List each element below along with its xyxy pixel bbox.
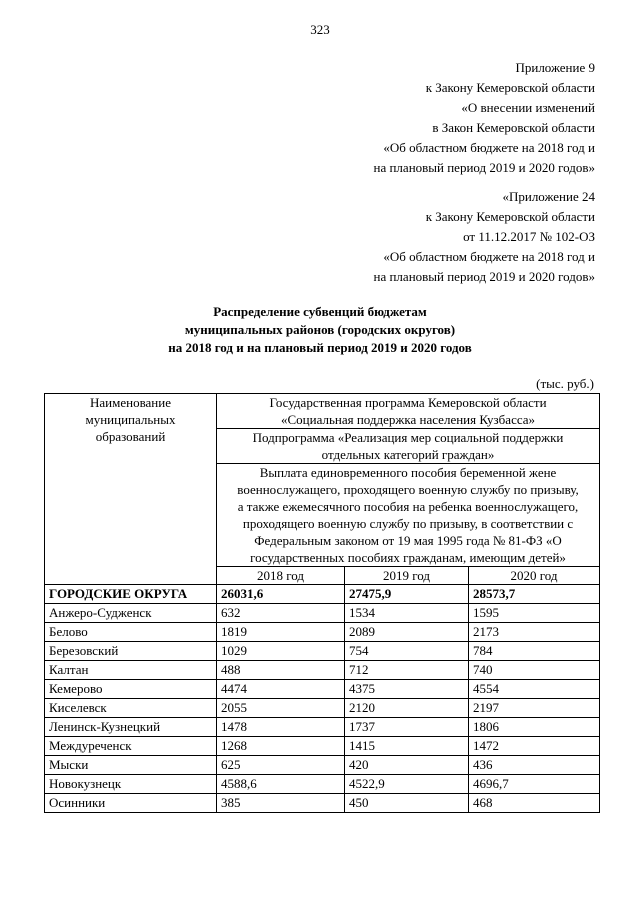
appendix-line: «Приложение 24 <box>502 189 595 204</box>
header-line: Федеральным законом от 19 мая 1995 года № 81-ФЗ «О <box>254 533 562 548</box>
value-2020: 1595 <box>469 604 600 623</box>
document-title <box>0 303 640 357</box>
value-2019: 2120 <box>345 699 469 718</box>
value-2019: 1737 <box>345 718 469 737</box>
title-line: на 2018 год и на плановый период 2019 и 2020 годов <box>168 340 472 355</box>
municipality-name: Анжеро-Судженск <box>45 604 217 623</box>
municipality-name: Белово <box>45 623 217 642</box>
value-2018: 4588,6 <box>217 775 345 794</box>
table-row <box>45 680 600 699</box>
value-2018: 1029 <box>217 642 345 661</box>
title-line: Распределение субвенций бюджетам <box>213 304 427 319</box>
program-header <box>217 394 600 429</box>
header-line: государственных пособиях гражданам, имеющим детей» <box>250 550 566 565</box>
value-2018: 632 <box>217 604 345 623</box>
municipality-name: Киселевск <box>45 699 217 718</box>
page-number: 323 <box>310 22 330 37</box>
value-2018: 488 <box>217 661 345 680</box>
value-2018: 1268 <box>217 737 345 756</box>
header-line: Подпрограмма «Реализация мер социальной поддержки <box>252 430 564 445</box>
header-line: проходящего военную службу по призыву, в соответствии с <box>242 516 574 531</box>
subprogram-header <box>217 429 600 464</box>
value-2020: 740 <box>469 661 600 680</box>
value-2020: 1806 <box>469 718 600 737</box>
value-2018: 26031,6 <box>217 585 345 604</box>
value-2019: 4375 <box>345 680 469 699</box>
table-row <box>45 718 600 737</box>
value-2020: 1472 <box>469 737 600 756</box>
value-2019: 1534 <box>345 604 469 623</box>
value-2020: 2173 <box>469 623 600 642</box>
table-row <box>45 699 600 718</box>
header-line: образований <box>95 429 166 444</box>
header-line: Государственная программа Кемеровской области <box>269 395 547 410</box>
appendix-line: «О внесении изменений <box>461 100 595 115</box>
table-row <box>45 642 600 661</box>
appendix-9-header <box>374 58 596 178</box>
municipality-name: Осинники <box>45 794 217 813</box>
value-2020: 4554 <box>469 680 600 699</box>
municipality-name: Березовский <box>45 642 217 661</box>
value-2018: 2055 <box>217 699 345 718</box>
municipality-name: ГОРОДСКИЕ ОКРУГА <box>45 585 217 604</box>
appendix-line: «Об областном бюджете на 2018 год и <box>383 249 595 264</box>
appendix-24-header <box>374 187 596 287</box>
header-line: муниципальных <box>85 412 176 427</box>
value-2020: 468 <box>469 794 600 813</box>
municipality-name: Мыски <box>45 756 217 775</box>
title-line: муниципальных районов (городских округов) <box>184 322 456 337</box>
column-header-2018: 2018 год <box>217 567 345 585</box>
municipality-name: Калтан <box>45 661 217 680</box>
appendix-line: к Закону Кемеровской области <box>425 80 595 95</box>
value-2019: 4522,9 <box>345 775 469 794</box>
table-row <box>45 737 600 756</box>
appendix-line: на плановый период 2019 и 2020 годов» <box>373 269 595 284</box>
appendix-line: в Закон Кемеровской области <box>432 120 595 135</box>
value-2020: 2197 <box>469 699 600 718</box>
table-row <box>45 794 600 813</box>
column-header-2020: 2020 год <box>469 567 600 585</box>
column-header-municipality <box>45 394 217 585</box>
table-row <box>45 623 600 642</box>
units-label: (тыс. руб.) <box>536 376 594 391</box>
table-row <box>45 604 600 623</box>
value-2020: 784 <box>469 642 600 661</box>
municipality-name: Междуреченск <box>45 737 217 756</box>
appendix-line: к Закону Кемеровской области <box>425 209 595 224</box>
value-2018: 385 <box>217 794 345 813</box>
header-line: военнослужащего, проходящего военную службу по призыву, <box>237 482 579 497</box>
header-line: «Социальная поддержка населения Кузбасса» <box>280 412 536 427</box>
value-2018: 4474 <box>217 680 345 699</box>
value-2019: 712 <box>345 661 469 680</box>
header-line: а также ежемесячного пособия на ребенка военнослужащего, <box>237 499 579 514</box>
table-row <box>45 775 600 794</box>
column-header-2019: 2019 год <box>345 567 469 585</box>
value-2019: 2089 <box>345 623 469 642</box>
payment-header <box>217 464 600 567</box>
table-row <box>45 756 600 775</box>
header-line: Выплата единовременного пособия беременной жене <box>259 465 557 480</box>
appendix-line: на плановый период 2019 и 2020 годов» <box>373 160 595 175</box>
value-2020: 28573,7 <box>469 585 600 604</box>
appendix-line: от 11.12.2017 № 102-ОЗ <box>463 229 595 244</box>
value-2020: 436 <box>469 756 600 775</box>
municipality-name: Кемерово <box>45 680 217 699</box>
header-line: Наименование <box>90 395 171 410</box>
value-2018: 625 <box>217 756 345 775</box>
value-2018: 1819 <box>217 623 345 642</box>
value-2019: 27475,9 <box>345 585 469 604</box>
value-2019: 1415 <box>345 737 469 756</box>
municipality-name: Ленинск-Кузнецкий <box>45 718 217 737</box>
appendix-line: Приложение 9 <box>515 60 595 75</box>
value-2018: 1478 <box>217 718 345 737</box>
value-2019: 754 <box>345 642 469 661</box>
appendix-line: «Об областном бюджете на 2018 год и <box>383 140 595 155</box>
municipality-name: Новокузнецк <box>45 775 217 794</box>
value-2019: 450 <box>345 794 469 813</box>
value-2019: 420 <box>345 756 469 775</box>
header-line: отдельных категорий граждан» <box>321 447 495 462</box>
table-row-total <box>45 585 600 604</box>
value-2020: 4696,7 <box>469 775 600 794</box>
subventions-table <box>44 393 600 813</box>
table-row <box>45 661 600 680</box>
